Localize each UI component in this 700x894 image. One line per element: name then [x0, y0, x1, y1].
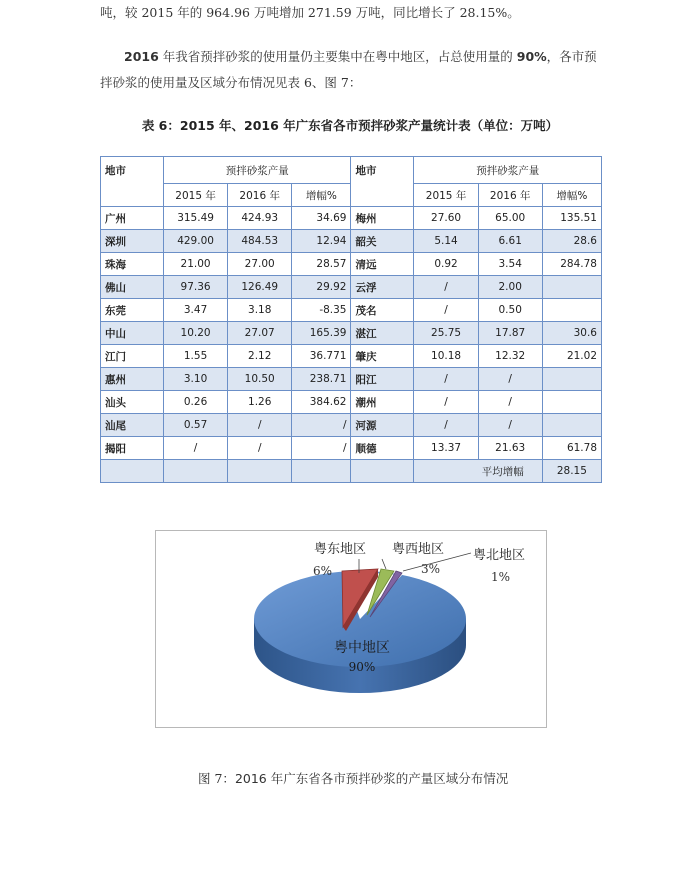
leader-west: [382, 559, 386, 569]
table-cell: 165.39: [292, 322, 351, 345]
table-cell: [164, 460, 228, 483]
table-cell: 清远: [351, 253, 414, 276]
table-cell: /: [292, 414, 351, 437]
table-cell: 5.14: [414, 230, 478, 253]
table-cell: 12.32: [478, 345, 542, 368]
caption-year: 2016: [234, 771, 267, 786]
table-row: [101, 322, 602, 345]
table-title: 表 6：2015 年、2016 年广东省各市预拌砂浆产量统计表（单位：万吨）: [141, 118, 559, 133]
table-cell: [542, 368, 601, 391]
table-cell: /: [292, 437, 351, 460]
table-cell: 3.47: [164, 299, 228, 322]
table-cell: 东莞: [101, 299, 164, 322]
table-cell: [228, 460, 292, 483]
table-cell: 28.57: [292, 253, 351, 276]
intro-paragraph: 吨，较 2015 年的 964.96 万吨增加 271.59 万吨，同比增长了 28.15%。: [100, 5, 520, 20]
label-north-pct: 1%: [491, 570, 511, 584]
table-cell: 135.51: [542, 207, 601, 230]
table-row: [101, 345, 602, 368]
usage-text-2: ，各市预拌砂浆的使用量及区域分布情况见表 6、图 7：: [100, 49, 597, 90]
table-cell: 惠州: [101, 368, 164, 391]
table-cell: /: [228, 437, 292, 460]
table-cell: 36.771: [292, 345, 351, 368]
col-growth-right: 增幅%: [542, 184, 601, 207]
col-2016-left: 2016 年: [228, 184, 292, 207]
table-row: [101, 414, 602, 437]
table-cell: 广州: [101, 207, 164, 230]
table-cell: 65.00: [478, 207, 542, 230]
table-cell: 17.87: [478, 322, 542, 345]
label-north-name: 粤北地区: [473, 548, 526, 563]
table-cell: 10.18: [414, 345, 478, 368]
table-cell: /: [414, 368, 478, 391]
table-row: [101, 230, 602, 253]
table-row: [101, 276, 602, 299]
table-row: [101, 368, 602, 391]
year-2016: 2016: [124, 49, 159, 64]
table-cell: /: [478, 391, 542, 414]
table-row: [101, 299, 602, 322]
table-cell: 0.26: [164, 391, 228, 414]
table-cell: 0.50: [478, 299, 542, 322]
table-cell: /: [478, 368, 542, 391]
table-cell: 梅州: [351, 207, 414, 230]
table-cell: /: [414, 299, 478, 322]
table-cell: 河源: [351, 414, 414, 437]
table-cell: 25.75: [414, 322, 478, 345]
table-cell: 肇庆: [351, 345, 414, 368]
col-2016-right: 2016 年: [478, 184, 542, 207]
share-90: 90%: [516, 49, 547, 64]
table-row: [101, 207, 602, 230]
table-cell: 2.12: [228, 345, 292, 368]
pie-chart: [155, 530, 547, 728]
avg-growth-label: 平均增幅: [414, 460, 542, 483]
table-cell: [351, 460, 414, 483]
table-cell: 126.49: [228, 276, 292, 299]
table-cell: 429.00: [164, 230, 228, 253]
group-header-right: 预拌砂浆产量: [414, 157, 602, 184]
table-cell: /: [414, 414, 478, 437]
table-cell: 顺德: [351, 437, 414, 460]
table-cell: 1.55: [164, 345, 228, 368]
table-cell: 中山: [101, 322, 164, 345]
table-cell: 0.57: [164, 414, 228, 437]
table-cell: 12.94: [292, 230, 351, 253]
table-cell: 汕尾: [101, 414, 164, 437]
table-cell: -8.35: [292, 299, 351, 322]
table-row: [101, 253, 602, 276]
table-cell: 汕头: [101, 391, 164, 414]
figure-caption: [198, 769, 508, 787]
table-cell: 深圳: [101, 230, 164, 253]
city-header-right: 地市: [351, 157, 414, 207]
table-cell: 湛江: [351, 322, 414, 345]
production-table: [100, 156, 602, 483]
table-cell: 0.92: [414, 253, 478, 276]
table-cell: 27.07: [228, 322, 292, 345]
table-cell: 34.69: [292, 207, 351, 230]
col-growth-left: 增幅%: [292, 184, 351, 207]
table-cell: [292, 460, 351, 483]
table-cell: 21.63: [478, 437, 542, 460]
table-row-average: [101, 460, 602, 483]
label-east-name: 粤东地区: [314, 542, 367, 557]
table-cell: /: [414, 276, 478, 299]
table-cell: 97.36: [164, 276, 228, 299]
group-header-left: 预拌砂浆产量: [164, 157, 351, 184]
pie-chart-svg: [156, 531, 546, 727]
table-cell: 21.02: [542, 345, 601, 368]
caption-text: 年广东省各市预拌砂浆的产量区域分布情况: [266, 771, 509, 786]
table-cell: 21.00: [164, 253, 228, 276]
table-cell: 30.6: [542, 322, 601, 345]
table-cell: 佛山: [101, 276, 164, 299]
table-cell: 10.20: [164, 322, 228, 345]
table-cell: 珠海: [101, 253, 164, 276]
usage-text-1: 年我省预拌砂浆的使用量仍主要集中在粤中地区，占总使用量的: [158, 49, 517, 64]
col-2015-right: 2015 年: [414, 184, 478, 207]
table-cell: 384.62: [292, 391, 351, 414]
usage-paragraph: [100, 44, 605, 96]
table-cell: 27.60: [414, 207, 478, 230]
table-cell: [542, 276, 601, 299]
table-cell: 3.54: [478, 253, 542, 276]
table-cell: /: [228, 414, 292, 437]
table-cell: 江门: [101, 345, 164, 368]
table-cell: [542, 391, 601, 414]
table-cell: 29.92: [292, 276, 351, 299]
table-cell: 10.50: [228, 368, 292, 391]
label-west-name: 粤西地区: [392, 542, 445, 557]
table-cell: [101, 460, 164, 483]
table-cell: /: [164, 437, 228, 460]
table-cell: 揭阳: [101, 437, 164, 460]
table-cell: 6.61: [478, 230, 542, 253]
table-cell: 茂名: [351, 299, 414, 322]
label-east-pct: 6%: [313, 564, 333, 578]
table-cell: 13.37: [414, 437, 478, 460]
table-cell: [542, 414, 601, 437]
table-cell: 3.18: [228, 299, 292, 322]
table-cell: 韶关: [351, 230, 414, 253]
col-2015-left: 2015 年: [164, 184, 228, 207]
city-header-left: 地市: [101, 157, 164, 207]
table-cell: 484.53: [228, 230, 292, 253]
table-cell: 28.6: [542, 230, 601, 253]
table-cell: 315.49: [164, 207, 228, 230]
table-cell: 1.26: [228, 391, 292, 414]
table-row: [101, 437, 602, 460]
table-cell: /: [414, 391, 478, 414]
table-cell: 云浮: [351, 276, 414, 299]
table-cell: 238.71: [292, 368, 351, 391]
table-cell: 61.78: [542, 437, 601, 460]
avg-growth-value: 28.15: [542, 460, 601, 483]
label-central-pct: 90%: [348, 660, 376, 674]
label-west-pct: 3%: [421, 562, 441, 576]
table-cell: [542, 299, 601, 322]
table-cell: 潮州: [351, 391, 414, 414]
table-cell: 27.00: [228, 253, 292, 276]
caption-prefix: 图 7：: [198, 771, 235, 786]
table-cell: 3.10: [164, 368, 228, 391]
table-cell: 阳江: [351, 368, 414, 391]
table-cell: 424.93: [228, 207, 292, 230]
table-row: [101, 391, 602, 414]
label-central-name: 粤中地区: [334, 640, 390, 656]
table-cell: 2.00: [478, 276, 542, 299]
table-cell: /: [478, 414, 542, 437]
table-cell: 284.78: [542, 253, 601, 276]
